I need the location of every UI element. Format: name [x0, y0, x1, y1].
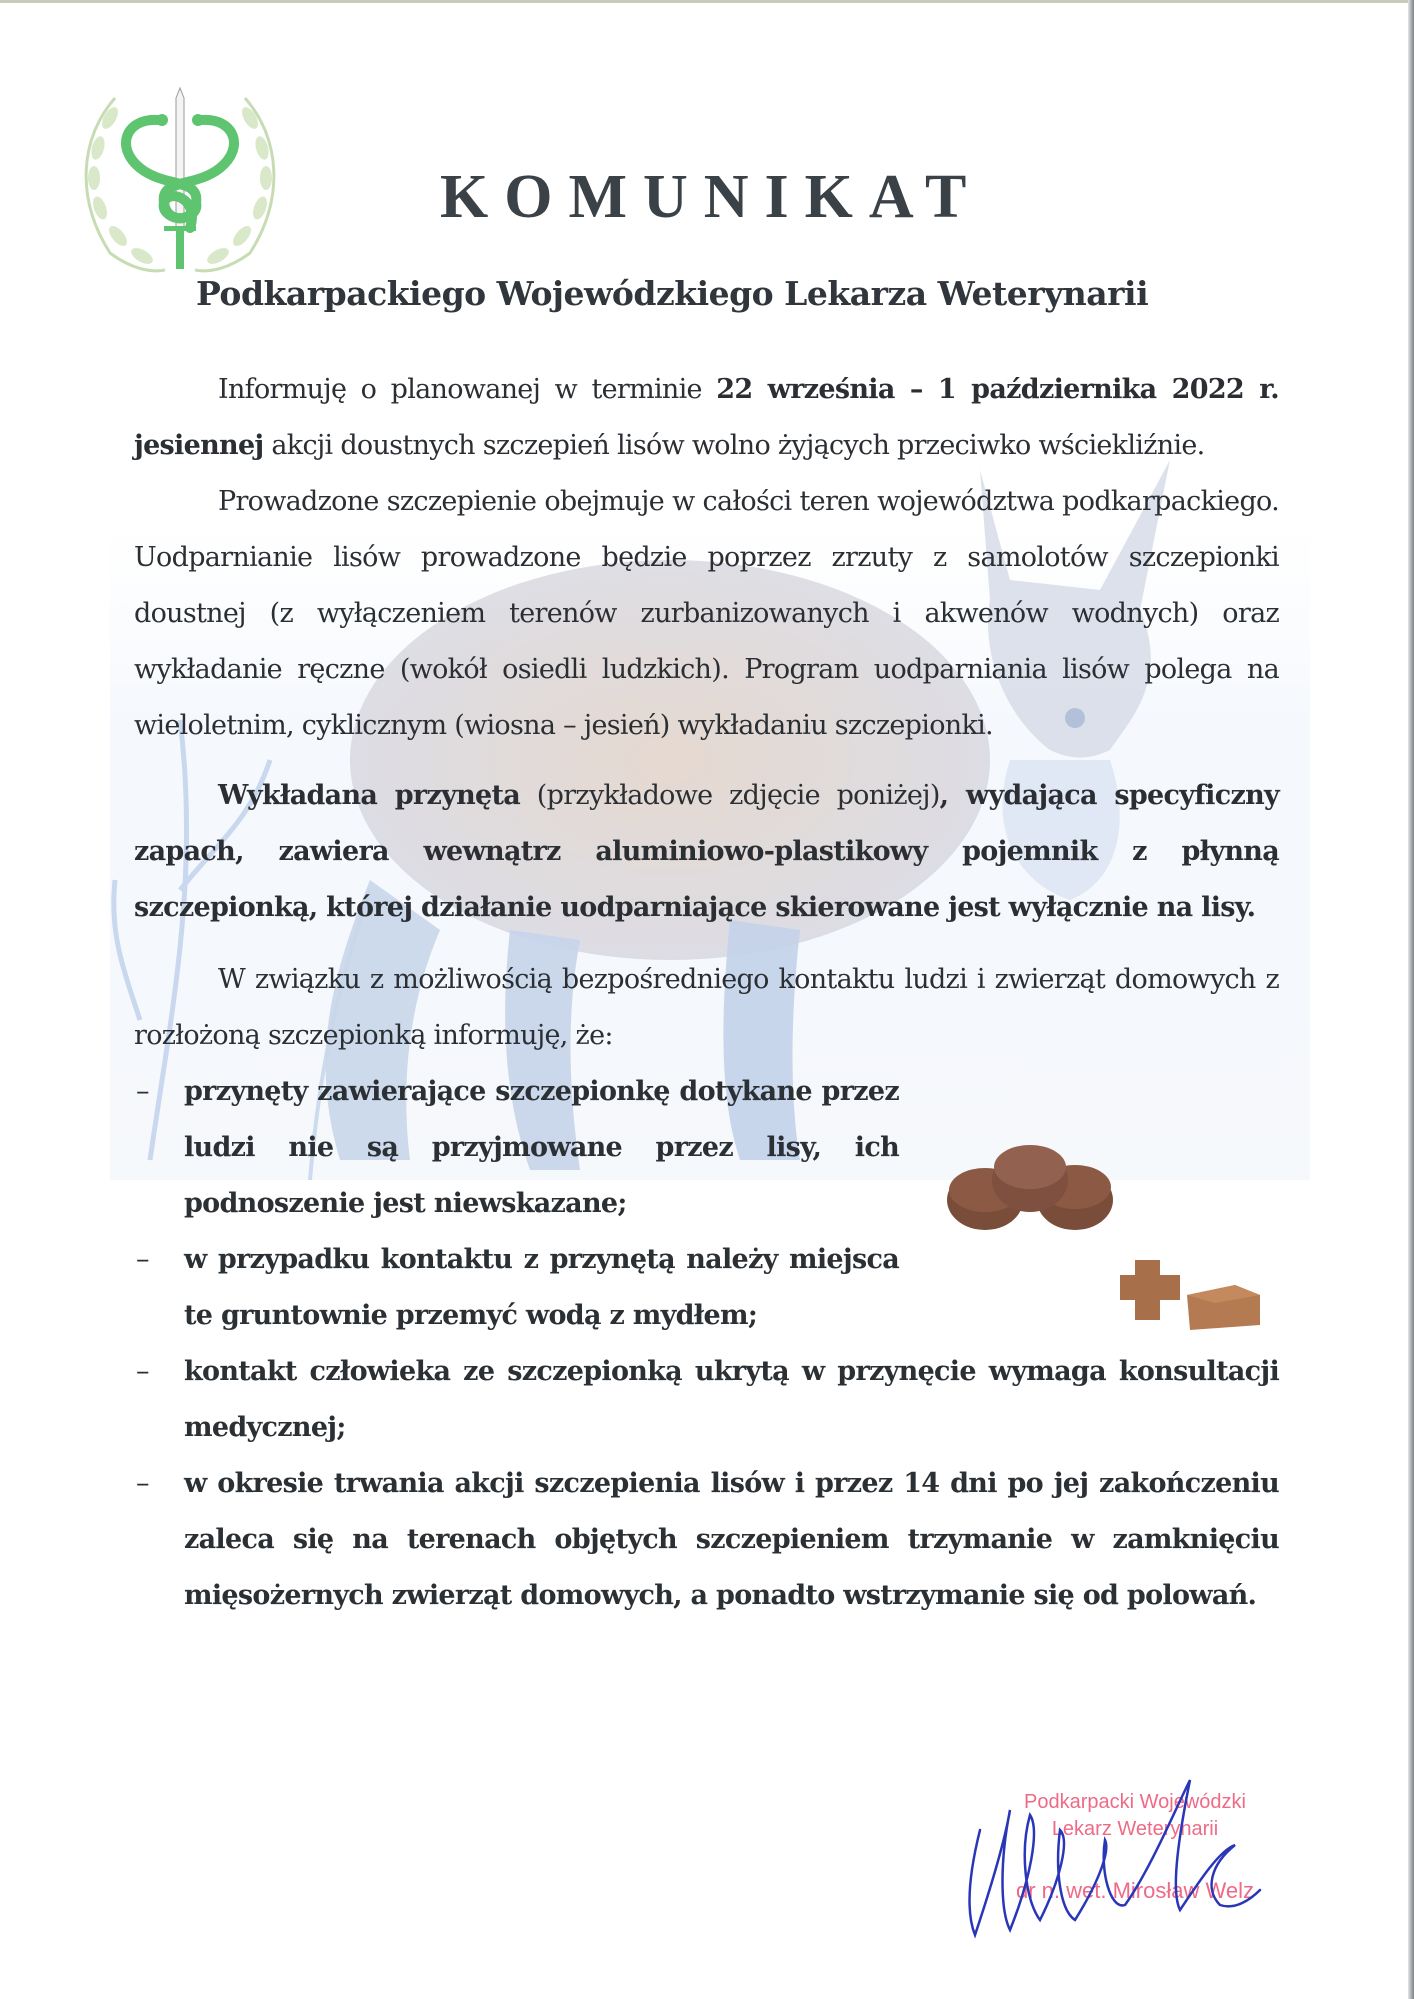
veterinary-emblem-logo	[70, 78, 290, 278]
paragraph-warning-intro: W związku z możliwością bezpośredniego kontaktu ludzi i zwierząt domowych z rozłożoną szczepionką informuję, że:	[134, 964, 1279, 1051]
stamp-office-line: Podkarpacki Wojewódzki	[1024, 1791, 1246, 1813]
bait-label: Wykładana przynęta	[218, 780, 521, 811]
announcement-text-end: akcji doustnych szczepień lisów wolno żyjących przeciwko wściekliźnie.	[263, 430, 1205, 461]
document-title: KOMUNIKAT	[440, 163, 983, 231]
dash-bullet-icon: –	[136, 1356, 149, 1387]
list-item-text: kontakt człowieka ze szczepionką ukrytą w przynęcie wymaga konsultacji medycznej;	[184, 1356, 1279, 1443]
list-item-text: przynęty zawierające szczepionkę dotykane przez ludzi nie są przyjmowane przez lisy, ich podnoszenie jest niewskazane;	[184, 1076, 899, 1219]
page-edge-top	[0, 0, 1414, 3]
list-item	[134, 1344, 1279, 1456]
dash-bullet-icon: –	[136, 1468, 149, 1499]
document-subtitle: Podkarpackiego Wojewódzkiego Lekarza Weterynarii	[196, 274, 1149, 313]
paragraph-announcement	[134, 362, 1279, 474]
warning-list	[134, 1064, 1279, 1624]
dash-bullet-icon: –	[136, 1076, 149, 1107]
paragraph-bait-description	[134, 768, 1279, 936]
bait-photo-note: (przykładowe zdjęcie poniżej)	[520, 780, 940, 811]
handwritten-signature	[960, 1770, 1280, 1940]
list-item	[134, 1064, 899, 1232]
stamp-title-line: Lekarz Weterynarii	[1051, 1818, 1219, 1840]
list-item	[134, 1232, 899, 1344]
document-body	[134, 362, 1279, 1624]
stamp-name-line: dr n. wet. Mirosław Welz	[1016, 1878, 1254, 1903]
announcement-text: Informuję o planowanej w terminie	[218, 374, 717, 405]
dash-bullet-icon: –	[136, 1244, 149, 1275]
campaign-dates: 22 września – 1 października 2022 r.	[716, 374, 1279, 405]
list-item-text: w okresie trwania akcji szczepienia lisów i przez 14 dni po jej zakończeniu zaleca się na terenach objętych szczepieniem trzymanie w zamknięciu mięsożernych zwierząt domowych, a ponadto wstrzymanie się od polowań.	[184, 1468, 1279, 1611]
list-item	[134, 1456, 1279, 1624]
autumn-label: jesiennej	[134, 430, 264, 461]
list-item-text: w przypadku kontaktu z przynętą należy miejsca te gruntownie przemyć wodą z mydłem;	[184, 1244, 899, 1331]
paragraph-scope: Prowadzone szczepienie obejmuje w całości teren województwa podkarpackiego. Uodparnianie lisów prowadzone będzie poprzez zrzuty z samolotów szczepionki doustnej (z wyłączeniem terenów zurbanizowanych i akwenów wodnych) oraz wykładanie ręczne (wokół osiedli ludzkich). Program uodparniania lisów polega na wieloletnim, cyklicznym (wiosna – jesień) wykładaniu szczepionki.	[134, 486, 1279, 741]
page-edge-right	[1408, 0, 1414, 1999]
bait-details: , wydająca specyficzny zapach, zawiera wewnątrz aluminiowo-plastikowy pojemnik z płynną szczepionką, której działanie uodparniające skierowane jest wyłącznie na lisy.	[134, 780, 1279, 923]
